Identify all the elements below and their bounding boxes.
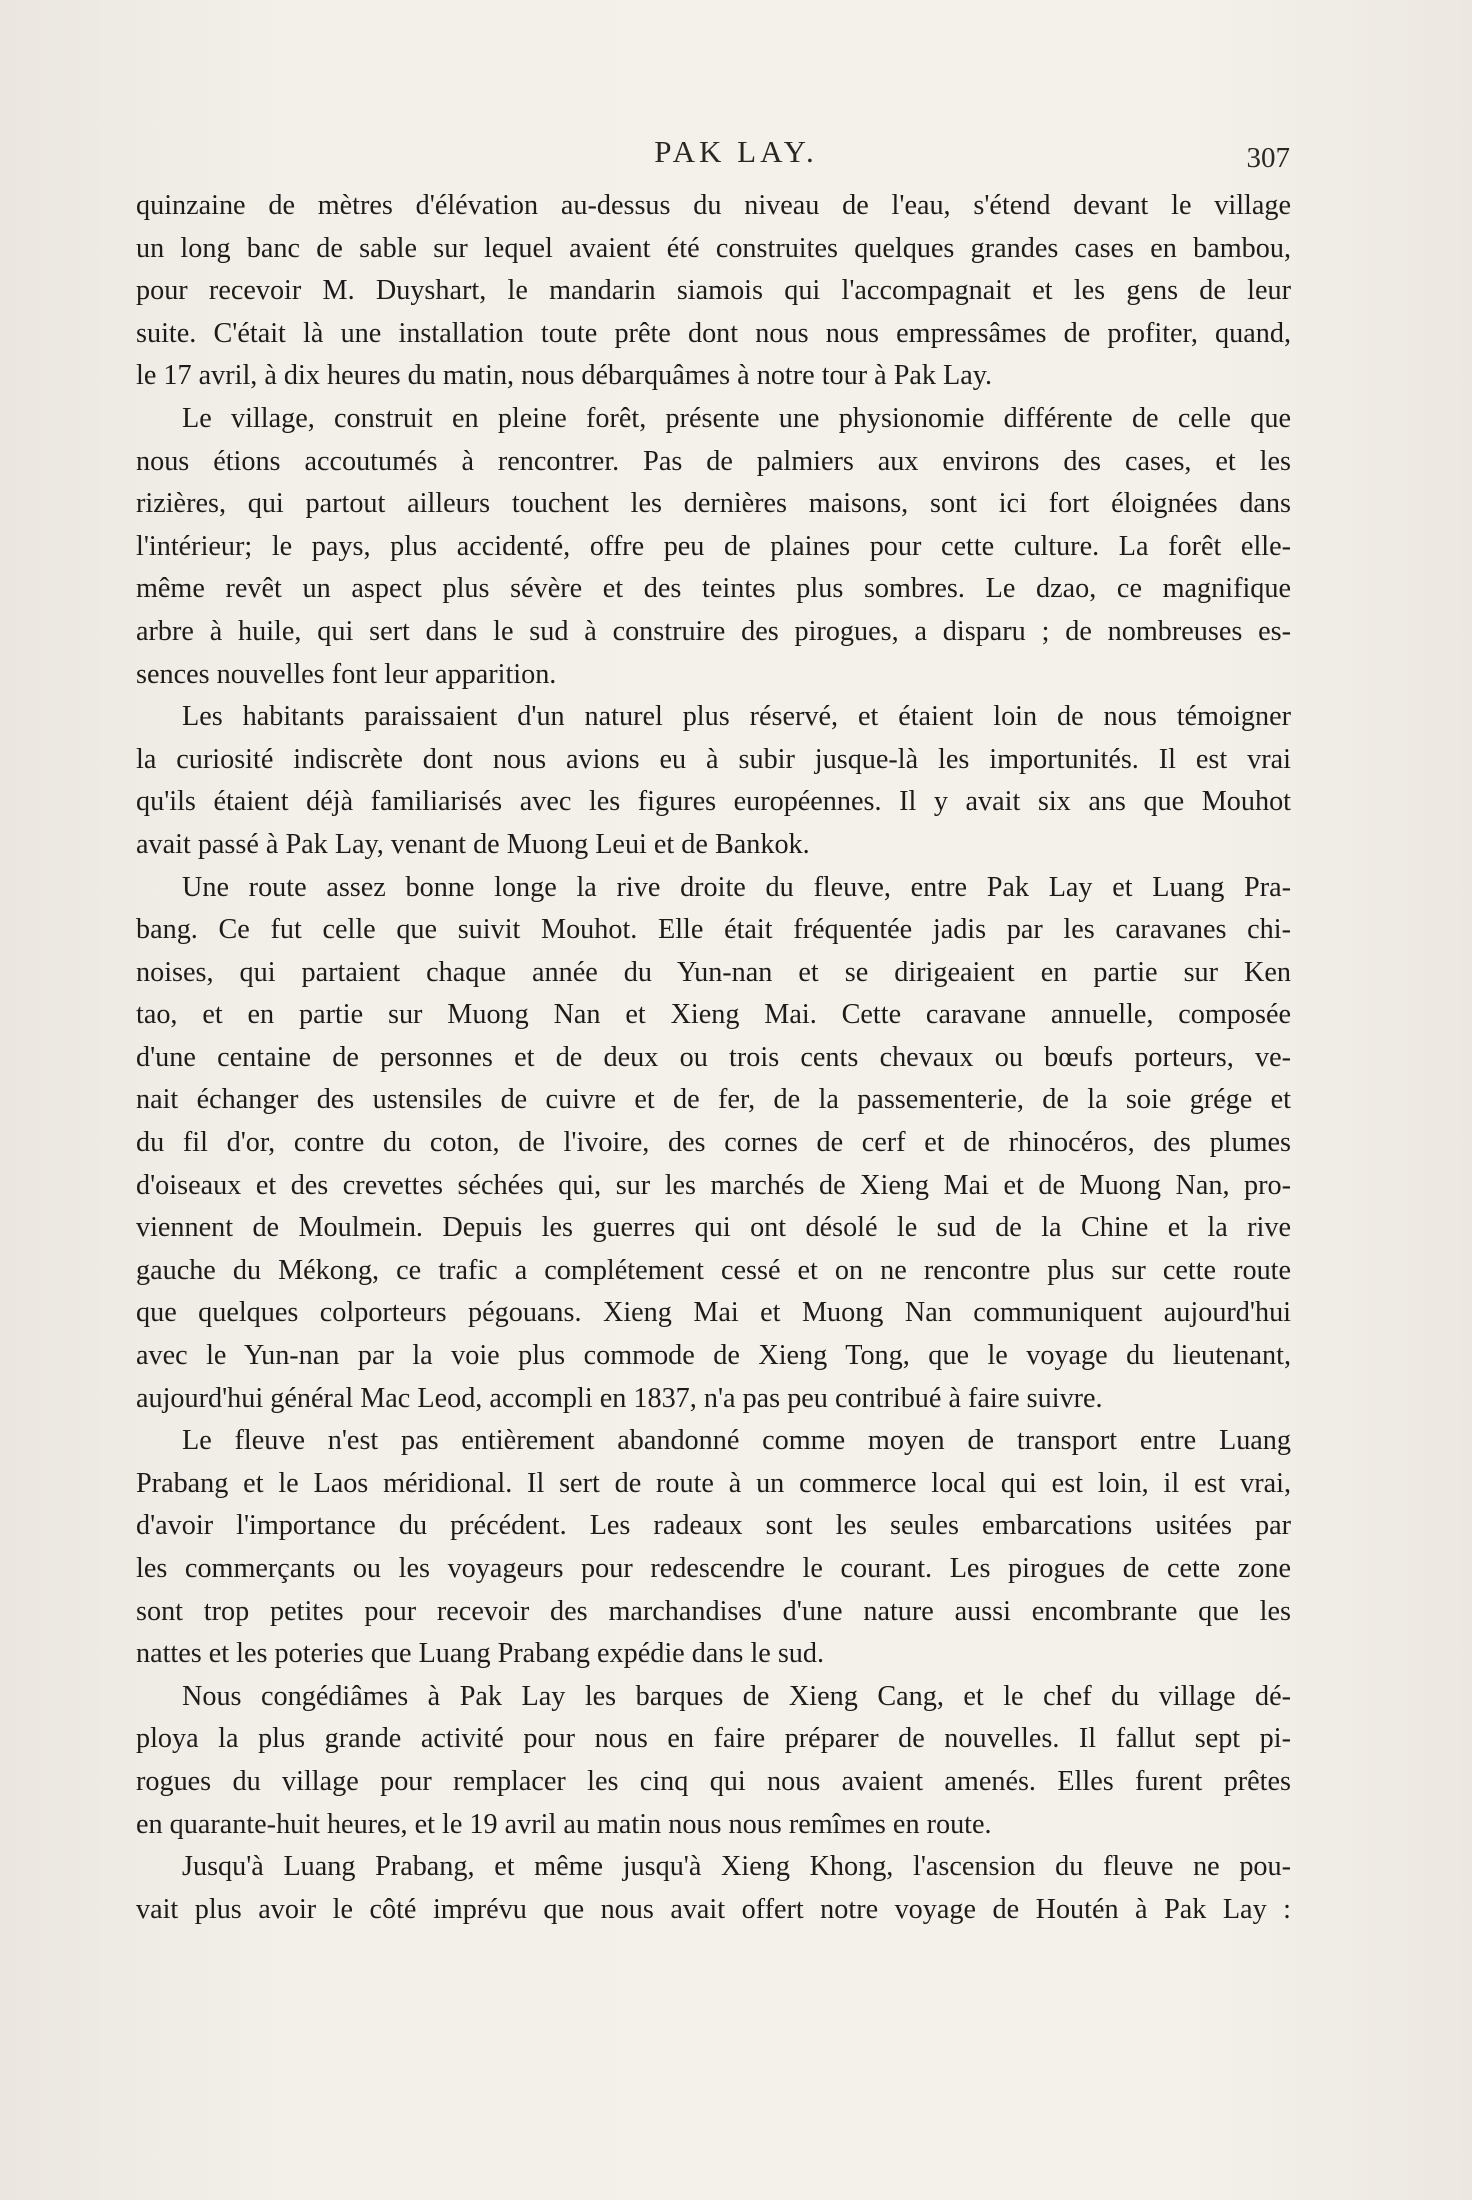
text-line: d'oiseaux et des crevettes séchées qui, sur les marchés de Xieng Mai et de Muong Nan, pro-	[136, 1169, 1291, 1201]
body-text	[136, 185, 1291, 1931]
text-line: d'avoir l'importance du précédent. Les radeaux sont les seules embarcations usitées par	[136, 1510, 1291, 1542]
text-line: un long banc de sable sur lequel avaient été construites quelques grandes cases en bambou,	[136, 232, 1291, 264]
text-line: avec le Yun-nan par la voie plus commode de Xieng Tong, que le voyage du lieutenant,	[136, 1340, 1291, 1372]
paragraph	[136, 1676, 1291, 1846]
text-line: le 17 avril, à dix heures du matin, nous débarquâmes à notre tour à Pak Lay.	[136, 360, 993, 392]
text-line: vait plus avoir le côté imprévu que nous avait offert notre voyage de Houtén à Pak Lay :	[136, 1893, 1291, 1925]
page-number: 307	[1246, 142, 1290, 174]
text-line: rizières, qui partout ailleurs touchent les dernières maisons, sont ici fort éloignées dans	[136, 488, 1291, 520]
text-line: avait passé à Pak Lay, venant de Muong Leui et de Bankok.	[136, 828, 810, 860]
text-line: nattes et les poteries que Luang Prabang expédie dans le sud.	[136, 1638, 825, 1670]
text-line: Une route assez bonne longe la rive droite du fleuve, entre Pak Lay et Luang Pra-	[182, 871, 1291, 903]
paragraph	[136, 1846, 1291, 1931]
text-line: rogues du village pour remplacer les cinq qui nous avaient amenés. Elles furent prêtes	[136, 1765, 1291, 1797]
paragraph	[136, 867, 1291, 1421]
text-line: arbre à huile, qui sert dans le sud à construire des pirogues, a disparu ; de nombreuses es-	[136, 615, 1291, 647]
text-line: nous étions accoutumés à rencontrer. Pas de palmiers aux environs des cases, et les	[136, 445, 1291, 477]
text-line: nait échanger des ustensiles de cuivre et de fer, de la passementerie, de la soie grége et	[136, 1084, 1291, 1116]
text-line: l'intérieur; le pays, plus accidenté, offre peu de plaines pour cette culture. La forêt elle-	[136, 530, 1291, 562]
paragraph	[136, 185, 1291, 398]
paragraph	[136, 696, 1291, 866]
text-line: quinzaine de mètres d'élévation au-dessus du niveau de l'eau, s'étend devant le village	[136, 190, 1291, 221]
text-line: viennent de Moulmein. Depuis les guerres qui ont désolé le sud de la Chine et la rive	[136, 1212, 1291, 1244]
text-line: Le village, construit en pleine forêt, présente une physionomie différente de celle que	[182, 402, 1291, 434]
text-line: du fil d'or, contre du coton, de l'ivoire, des cornes de cerf et de rhinocéros, des plumes	[136, 1127, 1291, 1159]
text-line: gauche du Mékong, ce trafic a complétement cessé et on ne rencontre plus sur cette route	[136, 1254, 1291, 1286]
text-line: sont trop petites pour recevoir des marchandises d'une nature aussi encombrante que les	[136, 1595, 1291, 1627]
text-line: d'une centaine de personnes et de deux ou trois cents chevaux ou bœufs porteurs, ve-	[136, 1041, 1291, 1073]
text-line: sences nouvelles font leur apparition.	[136, 658, 557, 690]
text-line: les commerçants ou les voyageurs pour redescendre le courant. Les pirogues de cette zone	[136, 1553, 1291, 1584]
text-line: pour recevoir M. Duyshart, le mandarin siamois qui l'accompagnait et les gens de leur	[136, 275, 1291, 307]
text-line: que quelques colporteurs pégouans. Xieng Mai et Muong Nan communiquent aujourd'hui	[136, 1297, 1291, 1329]
text-line: Jusqu'à Luang Prabang, et même jusqu'à Xieng Khong, l'ascension du fleuve ne pou-	[182, 1851, 1291, 1883]
text-line: bang. Ce fut celle que suivit Mouhot. Elle était fréquentée jadis par les caravanes chi-	[136, 914, 1291, 946]
text-line: en quarante-huit heures, et le 19 avril au matin nous nous remîmes en route.	[136, 1808, 992, 1840]
text-line: même revêt un aspect plus sévère et des teintes plus sombres. Le dzao, ce magnifique	[136, 573, 1291, 605]
text-line: aujourd'hui général Mac Leod, accompli en 1837, n'a pas peu contribué à faire suivre.	[136, 1382, 1103, 1414]
text-line: qu'ils étaient déjà familiarisés avec les figures européennes. Il y avait six ans que Mouhot	[136, 786, 1291, 818]
running-title: PAK LAY.	[654, 134, 818, 169]
paragraph	[136, 398, 1291, 696]
text-line: Les habitants paraissaient d'un naturel plus réservé, et étaient loin de nous témoigner	[182, 701, 1291, 733]
text-line: Nous congédiâmes à Pak Lay les barques de Xieng Cang, et le chef du village dé-	[182, 1680, 1291, 1712]
text-line: Le fleuve n'est pas entièrement abandonné comme moyen de transport entre Luang	[182, 1425, 1291, 1457]
text-line: noises, qui partaient chaque année du Yun-nan et se dirigeaient en partie sur Ken	[136, 956, 1291, 988]
text-line: suite. C'était là une installation toute prête dont nous nous empressâmes de profiter, quand,	[136, 317, 1291, 349]
text-line: Prabang et le Laos méridional. Il sert de route à un commerce local qui est loin, il est vrai,	[136, 1467, 1291, 1499]
paragraph	[136, 1420, 1291, 1676]
text-line: la curiosité indiscrète dont nous avions eu à subir jusque-là les importunités. Il est vrai	[136, 743, 1291, 775]
text-line: tao, et en partie sur Muong Nan et Xieng Mai. Cette caravane annuelle, composée	[136, 999, 1291, 1031]
text-line: ploya la plus grande activité pour nous en faire préparer de nouvelles. Il fallut sept pi-	[136, 1723, 1291, 1755]
